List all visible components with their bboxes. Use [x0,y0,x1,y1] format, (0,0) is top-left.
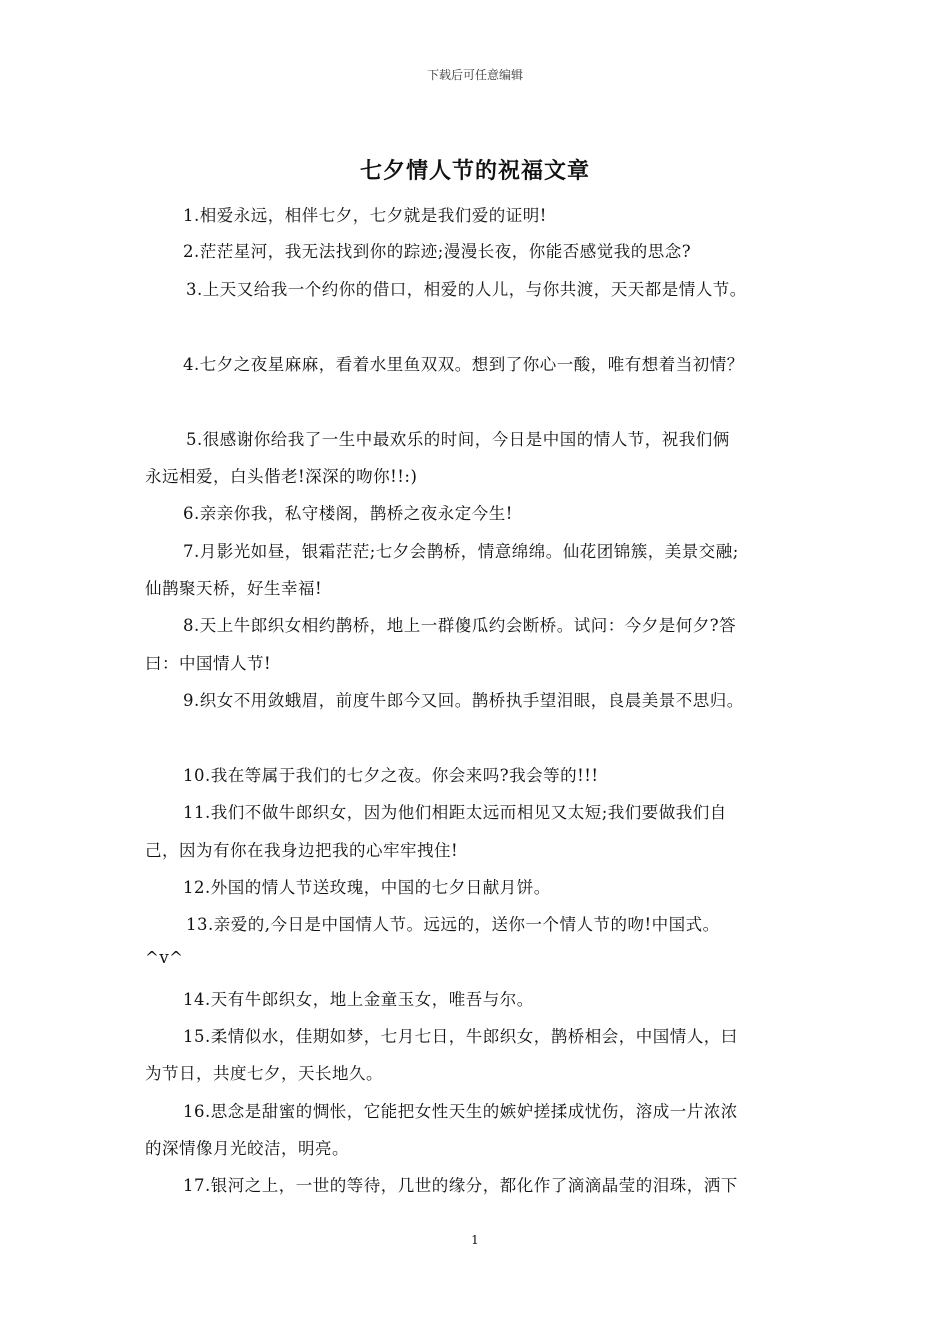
paragraph-line: 己，因为有你在我身边把我的心牢牢拽住! [145,841,459,860]
document-title: 七夕情人节的祝福文章 [359,158,590,184]
paragraph-line: 14.天有牛郎织女，地上金童玉女，唯吾与尔。 [183,990,534,1009]
paragraph-line: 7.月影光如昼，银霜茫茫;七夕会鹊桥，情意绵绵。仙花团锦簇，美景交融; [183,542,739,561]
paragraph-line: 10.我在等属于我们的七夕之夜。你会来吗?我会等的!!! [183,766,599,785]
paragraph-line: 3.上天又给我一个约你的借口，相爱的人儿，与你共渡，天天都是情人节。 [186,280,747,299]
paragraph-line: 15.柔情似水，佳期如梦，七月七日，牛郎织女，鹊桥相会，中国情人，曰 [183,1027,738,1046]
paragraph-line: 曰：中国情人节! [145,654,272,673]
paragraph-line: 的深情像月光皎洁，明亮。 [145,1139,349,1158]
paragraph-line: 5.很感谢你给我了一生中最欢乐的时间，今日是中国的情人节，祝我们俩 [186,430,730,449]
paragraph-line: 为节日，共度七夕，天长地久。 [145,1064,383,1083]
paragraph-line: 4.七夕之夜星麻麻，看着水里鱼双双。想到了你心一酸，唯有想着当初情？ [183,355,744,374]
paragraph-line: 8.天上牛郎织女相约鹊桥，地上一群傻瓜约会断桥。试问：今夕是何夕?答 [183,616,737,635]
paragraph-line: 17.银河之上，一世的等待，几世的缘分，都化作了滴滴晶莹的泪珠，洒下 [183,1176,738,1195]
paragraph-line: 6.亲亲你我，私守楼阁，鹊桥之夜永定今生! [183,504,513,523]
paragraph-line: 仙鹊聚天桥，好生幸福! [145,579,323,598]
paragraph-line: 永远相爱，白头偕老!深深的吻你!!:) [145,467,418,486]
paragraph-line: ^v^ [145,948,184,967]
paragraph-line: 13.亲爱的,今日是中国情人节。远远的，送你一个情人节的吻!中国式。 [186,915,720,934]
paragraph-line: 12.外国的情人节送玫瑰，中国的七夕日献月饼。 [183,878,551,897]
paragraph-line: 9.织女不用敛蛾眉，前度牛郎今又回。鹊桥执手望泪眼，良晨美景不思归。 [183,691,744,710]
paragraph-line: 1.相爱永远，相伴七夕，七夕就是我们爱的证明! [183,206,547,225]
paragraph-line: 11.我们不做牛郎织女，因为他们相距太远而相见又太短;我们要做我们自 [183,803,727,822]
paragraph-line: 2.茫茫星河，我无法找到你的踪迹;漫漫长夜，你能否感觉我的思念? [183,242,692,261]
paragraph-line: 16.思念是甜蜜的惆怅，它能把女性天生的嫉妒搓揉成忧伤，溶成一片浓浓 [183,1102,738,1121]
header-note: 下载后可任意编辑 [426,68,523,82]
page-number: 1 [471,1233,479,1247]
